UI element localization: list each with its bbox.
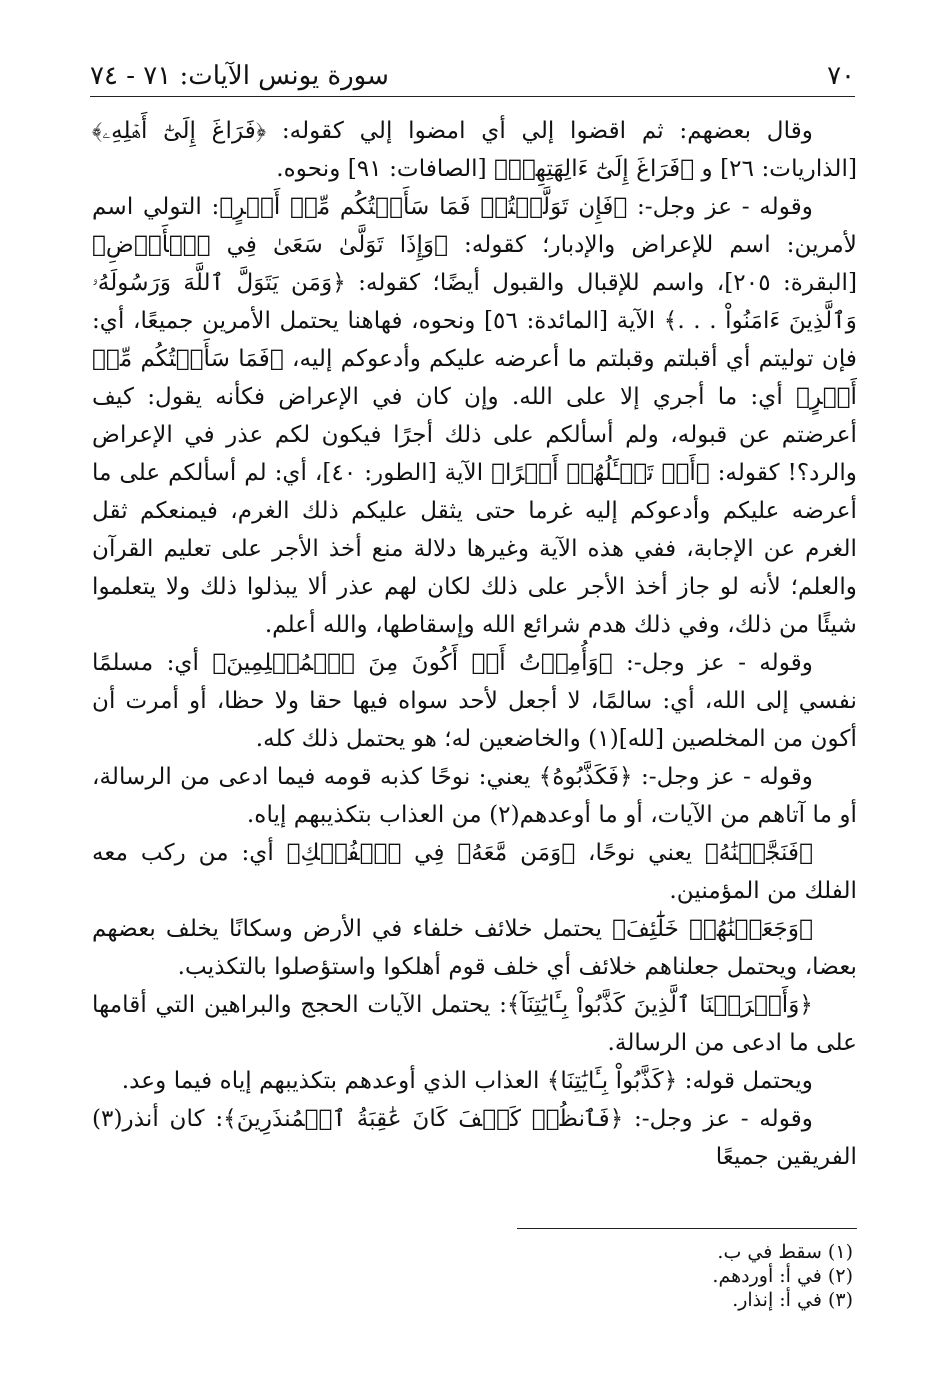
paragraph: ﴿فَنَجَّيۡنَٰهُ﴾ يعني نوحًا، ﴿وَمَن مَّعَهُۥ فِي ٱلۡفُلۡكِ﴾ أي: من ركب معه الفلك من المؤمنين. bbox=[92, 839, 857, 904]
paragraph: ويحتمل قوله: ﴿كَذَّبُواْ بِـَٔايَٰتِنَا﴾ العذاب الذي أوعدهم بتكذيبهم إياه فيما وعد. bbox=[121, 1067, 813, 1094]
footnote: (٢) في أ: أوردهم. bbox=[712, 1265, 853, 1287]
paragraph: وقوله - عز وجل-: ﴿وَأُمِرۡتُ أَنۡ أَكُونَ مِنَ ٱلۡمُسۡلِمِينَ﴾ أي: مسلمًا نفسي إلى الله، أي: سالمًا، لا أجعل لأحد سواه فيها حقا ولا حظا، أو أمرت أن أكون من المخلصين [لله](١) والخاضعين له؛ هو يحتمل ذلك كله. bbox=[92, 649, 857, 752]
footnote: (٣) في أ: إنذار. bbox=[732, 1289, 853, 1311]
main-text bbox=[92, 112, 857, 1176]
paragraph: ﴿وَجَعَلۡنَٰهُمۡ خَلَٰٓئِفَ﴾ يحتمل خلائف خلفاء في الأرض وسكانًا يخلف بعضهم بعضا، ويحتمل جعلناهم خلائف أي خلف قوم أهلكوا واستؤصلوا بالتكذيب. bbox=[92, 915, 857, 980]
paragraph: ﴿وَأَغۡرَقۡنَا ٱلَّذِينَ كَذَّبُواْ بِـَٔايَٰتِنَآ﴾: يحتمل الآيات الحجج والبراهين التي أقامها على ما ادعى من الرسالة. bbox=[92, 991, 857, 1056]
paragraph: وقال بعضهم: ثم اقضوا إلي أي امضوا إلي كقوله: ﴿فَرَاغَ إِلَىٰٓ أَهۡلِهِۦ﴾ [الذاريات: ٢٦] و ﴿فَرَاغَ إِلَىٰٓ ءَالِهَتِهِمۡ﴾ [الصافات: ٩١] ونحوه. bbox=[92, 117, 857, 182]
running-header bbox=[90, 56, 855, 97]
paragraph: وقوله - عز وجل-: ﴿فَٱنظُرۡ كَيۡفَ كَانَ عَٰقِبَةُ ٱلۡمُنذَرِينَ﴾: كان أنذر(٣) الفريقين جميعًا bbox=[92, 1105, 857, 1170]
paragraph: وقوله - عز وجل-: ﴿فَإِن تَوَلَّيۡتُمۡ فَمَا سَأَلۡتُكُم مِّنۡ أَجۡرٍ﴾: التولي اسم لأمرين: اسم للإعراض والإدبار؛ كقوله: ﴿وَإِذَا تَوَلَّىٰ سَعَىٰ فِي ٱلۡأَرۡضِ﴾ [البقرة: ٢٠٥]، واسم للإقبال والقبول أيضًا؛ كقوله: ﴿وَمَن يَتَوَلَّ ٱللَّهَ وَرَسُولَهُۥ وَٱلَّذِينَ ءَامَنُواْ . . .﴾ الآية [المائدة: ٥٦] ونحوه، فهاهنا يحتمل الأمرين جميعًا، أي: فإن توليتم أي أقبلتم وقبلتم ما أعرضه عليكم وأدعوكم إليه، ﴿فَمَا سَأَلۡتُكُم مِّنۡ أَجۡرٍ﴾ أي: ما أجري إلا على الله. وإن كان في الإعراض فكأنه يقول: كيف أعرضتم عن قبوله، ولم أسألكم على ذلك أجرًا فيكون لكم عذر في الإعراض والرد؟! كقوله: ﴿أَمۡ تَسۡـَٔلُهُمۡ أَجۡرًا﴾ الآية [الطور: ٤٠]، أي: لم أسألكم على ما أعرضه عليكم وأدعوكم إليه غرما حتى يثقل عليكم ذلك الغرم، فيمنعكم ثقل الغرم عن الإجابة، ففي هذه الآية وغيرها دلالة منع أخذ الأجر على تعليم القرآن والعلم؛ لأنه لو جاز أخذ الأجر على ذلك لكان لهم عذر ألا يبذلوا ذلك ولا يتعلموا شيئًا من ذلك، وفي ذلك هدم شرائع الله وإسقاطها، والله أعلم. bbox=[92, 193, 857, 638]
footnote-divider bbox=[517, 1228, 857, 1229]
footnotes bbox=[92, 1240, 853, 1312]
running-title: سورة يونس الآيات: ٧١ - ٧٤ bbox=[90, 61, 389, 91]
paragraph: وقوله - عز وجل-: ﴿فَكَذَّبُوهُ﴾ يعني: نوحًا كذبه قومه فيما ادعى من الرسالة، أو ما آتاهم من الآيات، أو ما أوعدهم(٢) من العذاب بتكذيبهم إياه. bbox=[92, 763, 857, 828]
footnote: (١) سقط في ب. bbox=[717, 1241, 853, 1263]
page-number: ٧٠ bbox=[827, 61, 855, 91]
